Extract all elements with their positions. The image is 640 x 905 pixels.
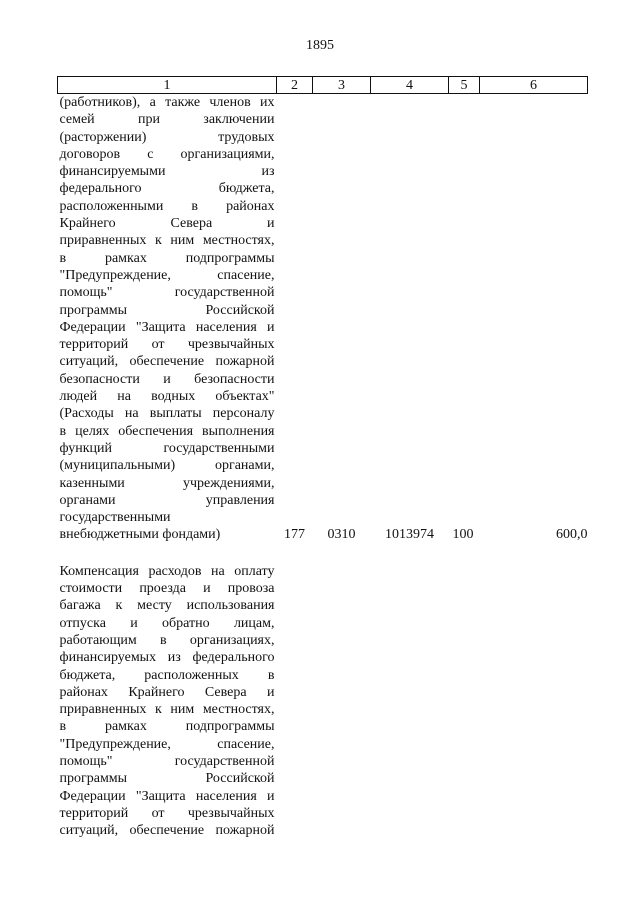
description-line: в рамках подпрограммы [59,250,275,266]
section-code: 0310 [327,527,356,543]
target-article-code: 1013974 [385,527,434,543]
description-line: финансируемыми из [59,164,275,180]
description-line: государственными [59,510,171,526]
description-line: помощь" государственной [59,285,275,301]
description-line: договоров с организациями, [59,146,275,162]
amount: 600,0 [556,527,588,543]
description-line: в рамках подпрограммы [59,719,275,735]
description-line: программы Российской [59,302,275,318]
section-code [313,563,371,840]
target-article-code [371,563,449,840]
description-line: багажа к месту использования [59,598,275,614]
description-line: функций государственными [59,440,275,456]
description-line: (расторжении) трудовых [59,129,275,145]
description-line: ситуаций, обеспечение пожарной [59,823,275,839]
table-row [58,563,588,840]
grbs-code: 177 [284,527,305,543]
description-line: семей при заключении [59,112,275,128]
description-line: помощь" государственной [59,753,275,769]
description-line: "Предупреждение, спасение, [59,736,275,752]
row-spacer [58,544,588,563]
row-description [58,563,277,840]
description-line: людей на водных объектах" [59,389,275,405]
description-line: казенными учреждениями, [59,475,275,491]
description-line: безопасности и безопасности [59,371,275,387]
expense-type-code: 100 [452,527,474,543]
description-line: программы Российской [59,771,275,787]
description-line: ситуаций, обеспечение пожарной [59,354,275,370]
description-line: приравненных к ним местностях, [59,233,275,249]
description-line: в целях обеспечения выполнения [59,423,275,439]
description-line: (муниципальными) органами, [59,458,275,474]
budget-table [57,76,588,839]
description-line: территорий от чрезвычайных [59,337,275,353]
description-line: "Предупреждение, спасение, [59,267,275,283]
page-number: 1895 [306,38,334,53]
description-line: работающим в организациях, [59,632,275,648]
description-line: районах Крайнего Севера и [59,684,275,700]
grbs-code [277,563,313,840]
description-line: органами управления [59,492,275,508]
description-line: финансируемых из федерального [59,650,275,666]
header-row [58,77,588,94]
description-line: стоимости проезда и провоза [59,581,275,597]
header-col-1: 1 [58,77,277,94]
header-col-5: 5 [449,77,480,94]
description-line: Федерации "Защита населения и [59,788,275,804]
description-line: Компенсация расходов на оплату [59,563,275,579]
amount [480,563,588,840]
row-description [58,94,277,544]
header-col-2: 2 [277,77,313,94]
header-col-6: 6 [480,77,588,94]
table-header [58,77,588,94]
description-line: бюджета, расположенных в [59,667,275,683]
header-col-3: 3 [313,77,371,94]
description-line: отпуска и обратно лицам, [59,615,275,631]
table-row [58,94,588,544]
description-line: (работников), а также членов их [59,95,275,110]
header-col-4: 4 [371,77,449,94]
description-line: расположенными в районах [59,198,275,214]
description-line: федерального бюджета, [59,181,275,197]
description-line: территорий от чрезвычайных [59,805,275,821]
description-line: (Расходы на выплаты персоналу [59,406,275,422]
description-line: Федерации "Защита населения и [59,319,275,335]
description-line: Крайнего Севера и [59,216,275,232]
expense-type-code [449,563,480,840]
description-line: приравненных к ним местностях, [59,702,275,718]
description-line: внебюджетными фондами) [59,527,221,543]
